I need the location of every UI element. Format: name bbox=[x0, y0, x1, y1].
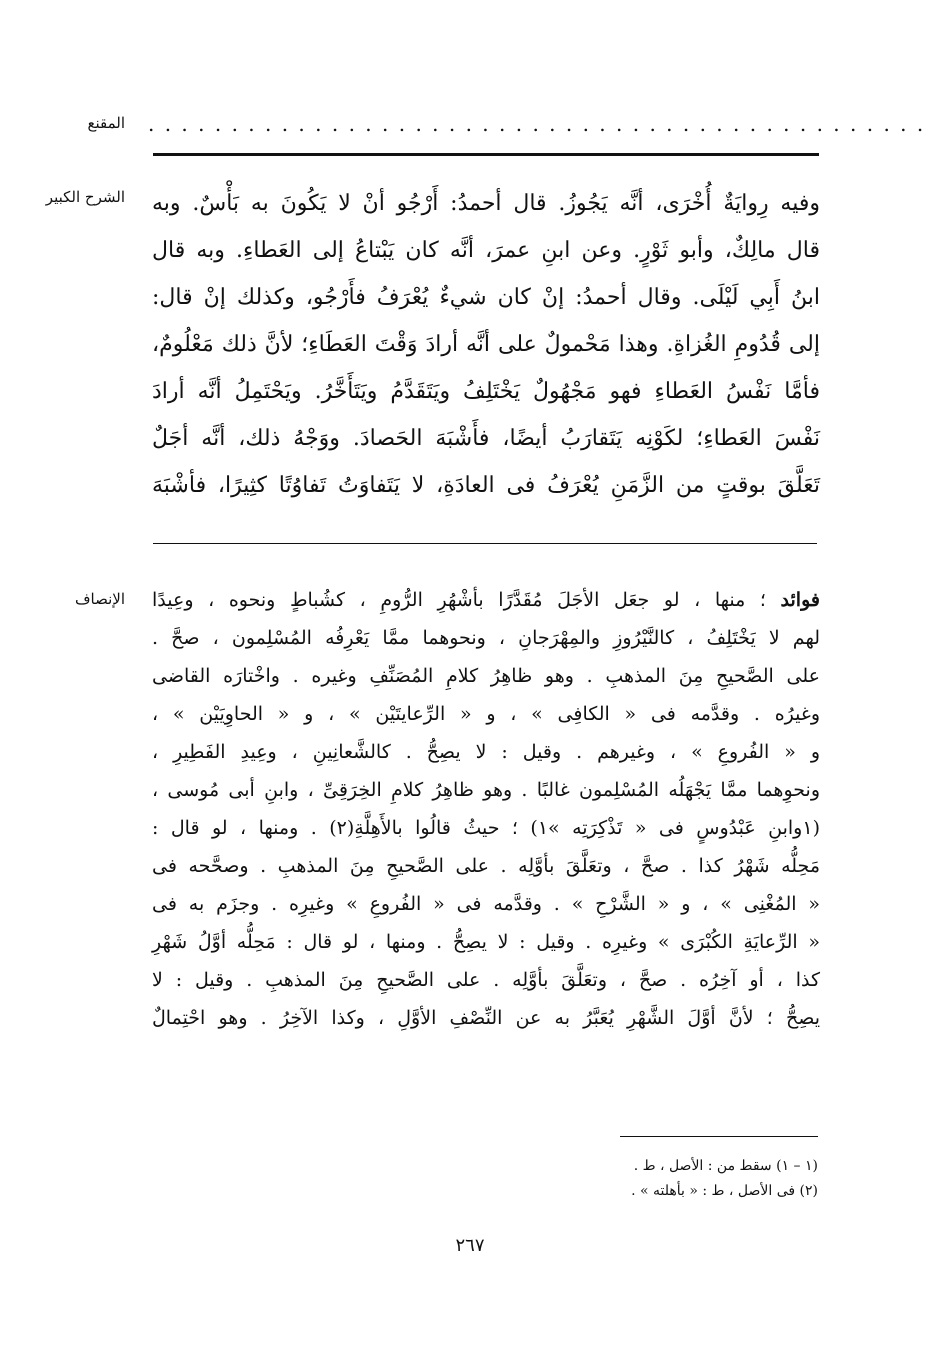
page-number: ٢٦٧ bbox=[455, 1235, 485, 1256]
running-header-title: المقنع bbox=[87, 114, 125, 132]
insaf-line: و « الفُروعِ » ، وغيرهم . وقيل : لا يصِحُّ . كالشَّعانِينِ ، وعِيدِ الفَطِيرِ ، bbox=[152, 741, 820, 763]
insaf-line: على الصَّحيحِ مِنَ المذهبِ . وهو ظاهِرُ كلامِ المُصَنِّفِ وغيره . واخْتارَه القاضى bbox=[152, 665, 820, 687]
sharh-line: فأمَّا نَفْسُ العَطاءِ فهو مَجْهُولٌ يَخْتَلِفُ ويَتَقَدَّمُ ويَتَأَخَّرُ. ويَحْتَمِلُ أنَّه أرادَ bbox=[152, 379, 820, 404]
insaf-line: (١وابنِ عَبْدُوسٍ فى « تَذْكِرَتِه »١) ؛ حيثُ قالُوا بالأَهِلَّةِ(٢) . ومنها ، لو قال : bbox=[152, 817, 821, 839]
insaf-first-line-text: ؛ منها ، لو جعَل الأجَلَ مُقَدَّرًا بأشْهُرِ الرُّومِ ، كشُباطٍ ونحوه ، وعِيدًا bbox=[152, 589, 766, 611]
sharh-line: نَفْسَ العَطاءِ؛ لكَوْنِه يَتَقارَبُ أيضًا، فأَشْبَهَ الحَصادَ. ووَجْهُ ذلك، أنَّه أجَلٌ bbox=[152, 426, 820, 451]
header-rule bbox=[153, 153, 819, 156]
sharh-line: تَعَلَّقَ بوقتٍ من الزَّمَنِ يُعْرَفُ فى العادَةِ، لا يَتَفاوَتُ تَفاوُتًا كثِيرًا، فأشْبَهَ bbox=[152, 473, 820, 498]
insaf-line: ونحوِهما ممَّا يَجْهَلُه المُسْلِمون غالبًا . وهو ظاهِرُ كلامِ الخِرَقِىِّ ، وابنِ أبى مُوسى ، bbox=[152, 779, 820, 801]
footnote: (٢) فى الأصل ، ط : « بأهلته » . bbox=[631, 1183, 818, 1199]
insaf-line: مَحِلُّه شَهْرُ كذا . صحَّ ، وتعَلَّقَ بأوَّلِه . على الصَّحيحِ مِنَ المذهبِ . وصحَّحه فى bbox=[152, 855, 820, 877]
sharh-line: وفيه رِوايَةٌ أُخْرَى، أنَّه يَجُوزُ. قال أحمدُ: أَرْجُو أنْ لا يَكُونَ به بَأْسٌ. وبه bbox=[152, 191, 820, 216]
insaf-line: « الرِّعايَةِ الكُبْرَى » وغيرِه . وقيل : لا يصِحُّ . ومنها ، لو قال : مَحِلُّه أوَّلُ شَهْرِ bbox=[152, 931, 820, 953]
sharh-section bbox=[152, 180, 820, 509]
insaf-line: يصِحُّ ؛ لأنَّ أوَّلَ الشَّهْرِ يُعَبَّرُ به عن النِّصْفِ الأوَّلِ ، وكذا الآخِرُ . وهو احْتِمالٌ bbox=[152, 1007, 820, 1029]
insaf-lead-word: فوائد bbox=[780, 589, 820, 611]
insaf-line: لهم لا يَخْتَلِفُ ، كالنَّيْرُوزِ والمِهْرَجانِ ، ونحوهما ممَّا يَعْرِفُه المُسْلِمون ، صحَّ . bbox=[152, 627, 820, 649]
running-header-dots: . . . . . . . . . . . . . . . . . . . . . . . . . . . . . . . . . . . . . . . . . . . . . . . bbox=[148, 112, 926, 136]
insaf-first-line bbox=[152, 581, 820, 619]
section-divider bbox=[153, 543, 817, 544]
insaf-label: الإنصاف bbox=[74, 590, 125, 608]
insaf-line: « المُغْنِى » ، و « الشَّرْحِ » . وقدَّمه فى « الفُروعِ » وغيرِه . وجزَم به فى bbox=[152, 893, 820, 915]
footnotes bbox=[158, 1154, 818, 1204]
sharh-line: ابنُ أَبِي لَيْلَى. وقال أحمدُ: إنْ كان شيءٌ يُعْرَفُ فأَرْجُو، وكذلك إنْ قال: bbox=[152, 285, 820, 310]
footnote-rule bbox=[620, 1136, 818, 1137]
insaf-line: وغيرُه . وقدَّمه فى « الكافِى » ، و « الرِّعايتَيْن » ، و « الحاوِيَيْن » ، bbox=[152, 703, 820, 725]
sharh-line: إلى قُدُومِ الغُزاةِ. وهذا مَحْمولٌ على أنَّه أرادَ وَقْتَ العَطَاءِ؛ لأنَّ ذلك مَعْلُومٌ، bbox=[152, 332, 820, 357]
insaf-section bbox=[152, 581, 820, 1037]
footnote: (١ – ١) سقط من : الأصل ، ط . bbox=[633, 1158, 818, 1174]
sharh-line: قال مالِكٌ، وأبو ثَوْرٍ. وعن ابنِ عمرَ، أنَّه كان يَبْتاعُ إلى العَطاءِ. وبه قال bbox=[152, 238, 820, 263]
insaf-line: كذا ، أو آخِرُه . صحَّ ، وتعَلَّقَ بأوَّلِه . على الصَّحيحِ مِنَ المذهبِ . وقيل : لا bbox=[152, 969, 820, 991]
sharh-label: الشرح الكبير bbox=[45, 188, 125, 206]
